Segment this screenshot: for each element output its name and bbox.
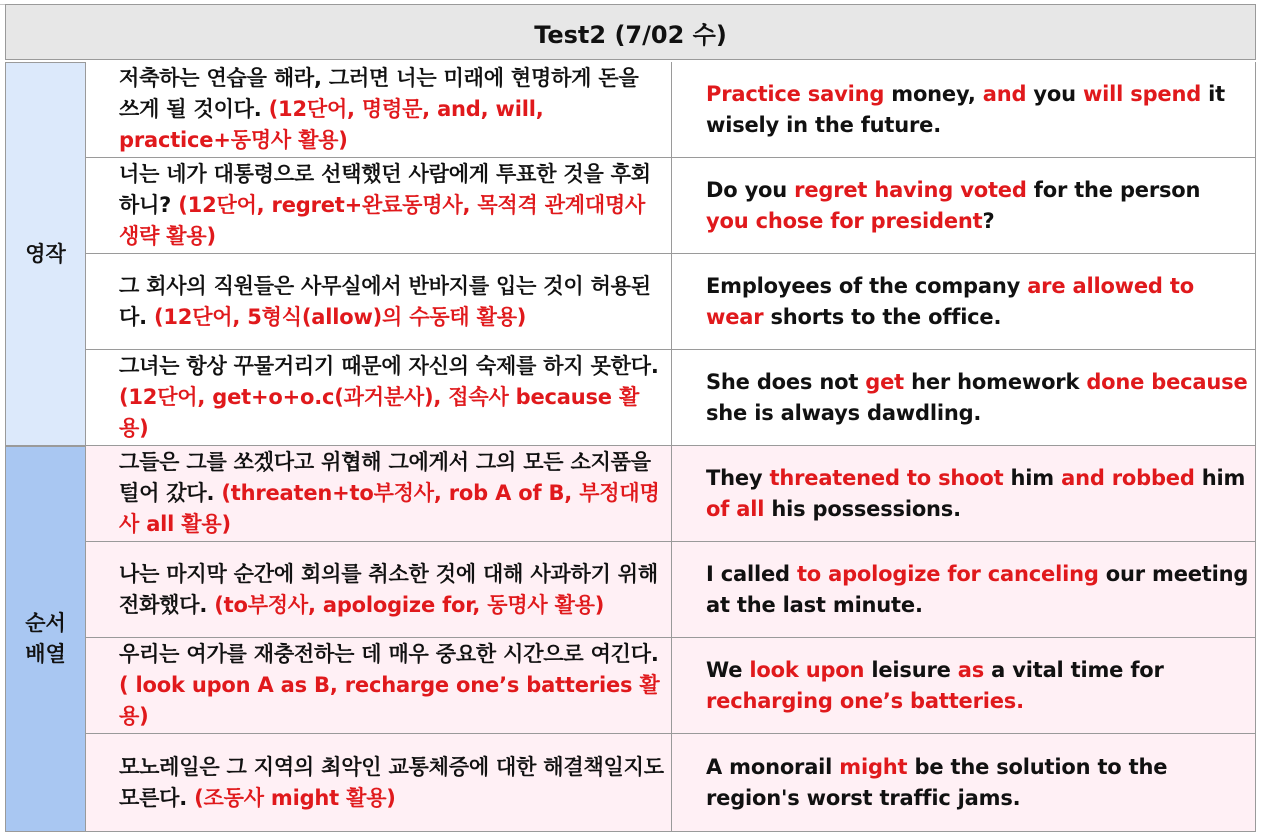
korean-prompt-cell xyxy=(86,446,672,542)
table-row xyxy=(86,350,1256,446)
answer-keyword: are allowed to wear xyxy=(706,273,1194,329)
answer-keyword: done because xyxy=(1086,369,1248,394)
answer-text: shorts to the office. xyxy=(763,304,1002,329)
answer-text: We xyxy=(706,657,750,682)
page-title xyxy=(5,4,1256,60)
english-answer xyxy=(706,463,1249,525)
table-row xyxy=(86,446,1256,542)
answer-text: she is always dawdling. xyxy=(706,400,982,425)
answer-text: Do you xyxy=(706,177,795,202)
answer-keyword: might xyxy=(839,754,908,779)
answer-text: a vital time for xyxy=(984,657,1164,682)
english-answer-cell xyxy=(672,254,1256,350)
hint-text: (12단어, 5형식(allow)의 수동태 활용) xyxy=(153,304,527,329)
hint-text: (threaten+to부정사, rob A of B, 부정대명사 all 활용) xyxy=(119,481,660,536)
korean-sentence: 모노레일은 그 지역의 최악인 교통체증에 대한 해결책일지도 모른다. xyxy=(119,754,664,810)
answer-text: for the person xyxy=(1026,177,1201,202)
answer-keyword: you chose for president xyxy=(706,208,983,233)
korean-prompt xyxy=(119,351,665,444)
answer-keyword: to apologize for canceling xyxy=(796,561,1099,586)
korean-prompt-cell xyxy=(86,62,672,158)
table-row xyxy=(86,254,1256,350)
answer-text: I called xyxy=(706,561,797,586)
table-row xyxy=(86,638,1256,734)
korean-sentence: 그들은 그를 쏘겠다고 위협해 그에게서 그의 모든 소지품을 털어 갔다. xyxy=(119,450,651,505)
english-answer-cell xyxy=(672,638,1256,734)
english-answer xyxy=(706,367,1249,429)
section-label-line2: 배열 xyxy=(25,642,66,666)
answer-text: him xyxy=(1003,465,1062,490)
answer-keyword: recharging one’s batteries. xyxy=(706,688,1024,713)
section-label-ordering xyxy=(5,446,86,832)
title-text: Test2 (7/02 수) xyxy=(534,20,727,49)
answer-keyword: as xyxy=(957,657,985,682)
answer-keyword: of all xyxy=(706,496,765,521)
answer-keyword: look upon xyxy=(749,657,865,682)
korean-prompt-cell xyxy=(86,542,672,638)
answer-text: be the solution to the region's worst traffic jams. xyxy=(706,754,1168,810)
answer-text: Employees of the company xyxy=(706,273,1028,298)
korean-prompt xyxy=(119,159,665,252)
hint-text: ( look upon A as B, recharge one’s batteries 활용) xyxy=(119,673,660,728)
hint-text: (to부정사, apologize for, 동명사 활용) xyxy=(214,592,605,617)
korean-sentence: 우리는 여가를 재충전하는 데 매우 중요한 시간으로 여긴다. xyxy=(119,642,659,666)
answer-keyword: Practice saving xyxy=(706,81,885,106)
table-row xyxy=(86,62,1256,158)
answer-text: her homework xyxy=(904,369,1087,394)
english-answer xyxy=(706,752,1249,814)
table-row xyxy=(86,542,1256,638)
korean-prompt xyxy=(119,639,665,732)
hint-text: (12단어, regret+완료동명사, 목적격 관계대명사 생략 활용) xyxy=(119,193,646,248)
korean-prompt-cell xyxy=(86,734,672,832)
section-label-line1: 순서 xyxy=(25,611,66,635)
answer-text: you xyxy=(1026,81,1083,106)
english-answer xyxy=(706,175,1249,237)
korean-sentence: 그 회사의 직원들은 사무실에서 반바지를 입는 것이 허용된다. xyxy=(119,273,651,329)
answer-keyword: and xyxy=(982,81,1027,106)
korean-sentence: 그녀는 항상 꾸물거리기 때문에 자신의 숙제를 하지 못한다. xyxy=(119,354,659,378)
section-label-line1: 영작 xyxy=(25,241,66,266)
english-answer-cell xyxy=(672,542,1256,638)
english-answer xyxy=(706,655,1249,717)
answer-text: his possessions. xyxy=(764,496,961,521)
english-answer-cell xyxy=(672,158,1256,254)
answer-text: She does not xyxy=(706,369,866,394)
english-answer-cell xyxy=(672,734,1256,832)
korean-prompt xyxy=(119,271,665,333)
answer-text: ? xyxy=(982,208,995,233)
answer-text: it wisely in the future. xyxy=(706,81,1226,137)
english-answer xyxy=(706,559,1249,621)
answer-keyword: and robbed xyxy=(1061,465,1195,490)
answer-text: money, xyxy=(884,81,983,106)
korean-prompt xyxy=(119,63,665,156)
english-answer xyxy=(706,271,1249,333)
section-label-composition xyxy=(5,62,86,446)
korean-sentence: 너는 네가 대통령으로 선택했던 사람에게 투표한 것을 후회하니? xyxy=(119,162,651,217)
answer-keyword: will spend xyxy=(1082,81,1202,106)
korean-prompt-cell xyxy=(86,638,672,734)
korean-sentence: 나는 마지막 순간에 회의를 취소한 것에 대해 사과하기 위해 전화했다. xyxy=(119,561,658,617)
answer-text: our meeting at the last minute. xyxy=(706,561,1249,617)
answer-text: leisure xyxy=(864,657,958,682)
answer-keyword: threatened to shoot xyxy=(769,465,1004,490)
korean-sentence: 저축하는 연습을 해라, 그러면 너는 미래에 현명하게 돈을 쓰게 될 것이다. xyxy=(119,66,639,121)
hint-text: (조동사 might 활용) xyxy=(194,785,396,810)
english-answer-cell xyxy=(672,62,1256,158)
korean-prompt xyxy=(119,447,665,540)
english-answer-cell xyxy=(672,446,1256,542)
korean-prompt-cell xyxy=(86,158,672,254)
answer-keyword: regret having voted xyxy=(794,177,1027,202)
hint-text: (12단어, get+o+o.c(과거분사), 접속사 because 활용) xyxy=(119,385,640,440)
answer-text: him xyxy=(1194,465,1246,490)
english-answer-cell xyxy=(672,350,1256,446)
korean-prompt-cell xyxy=(86,350,672,446)
korean-prompt xyxy=(119,559,665,621)
right-margin xyxy=(1256,0,1261,834)
korean-prompt xyxy=(119,752,665,814)
table-row xyxy=(86,158,1256,254)
korean-prompt-cell xyxy=(86,254,672,350)
table-row xyxy=(86,734,1256,832)
hint-text: (12단어, 명령문, and, will, practice+동명사 활용) xyxy=(119,97,544,152)
answer-text: They xyxy=(706,465,770,490)
english-answer xyxy=(706,79,1249,141)
answer-text: A monorail xyxy=(706,754,840,779)
answer-keyword: get xyxy=(865,369,904,394)
